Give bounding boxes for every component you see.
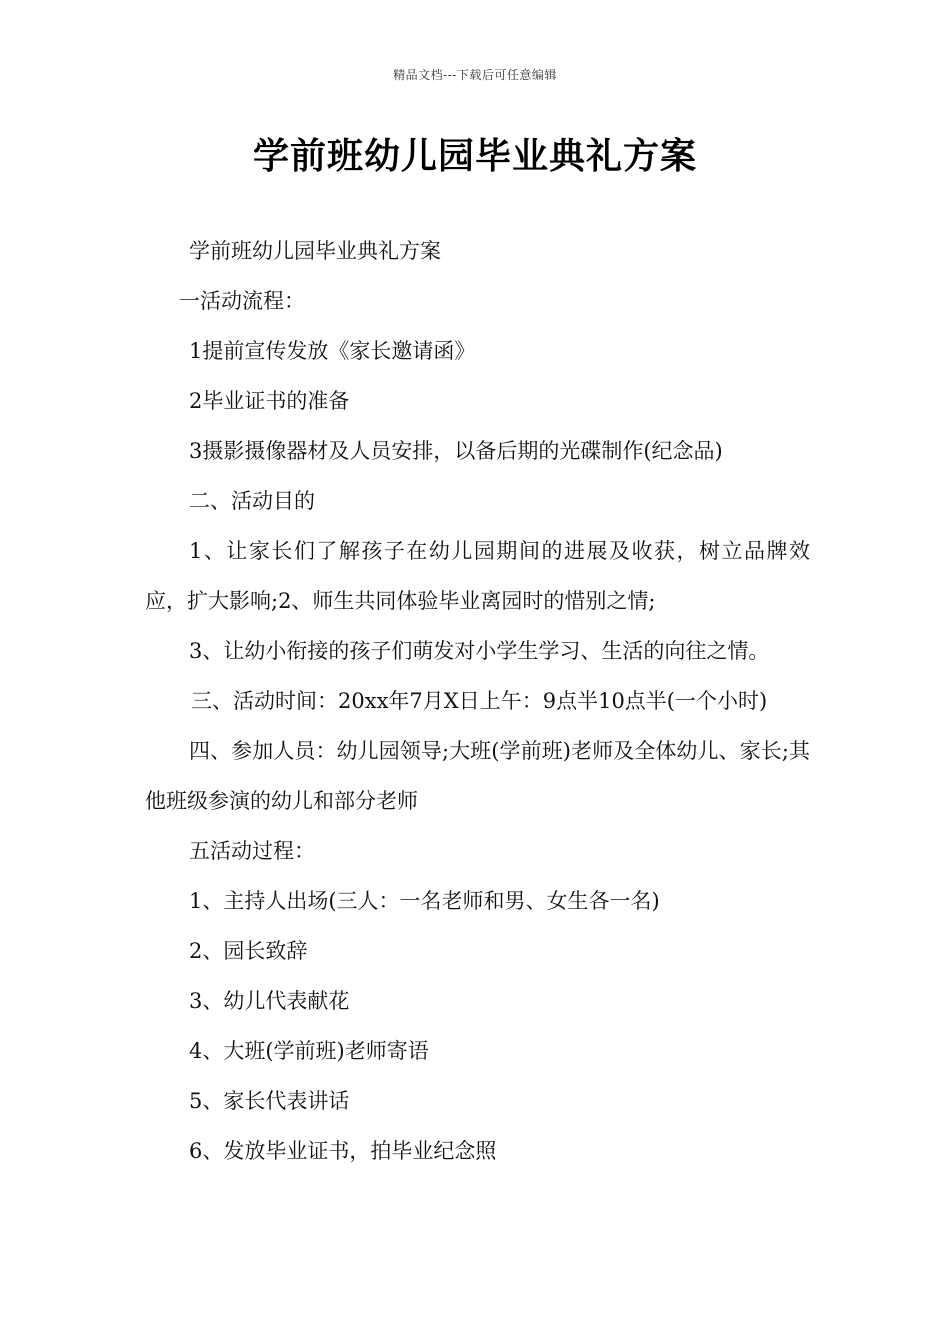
paragraph-subtitle: 学前班幼儿园毕业典礼方案 bbox=[189, 239, 441, 263]
paragraph-item: 3摄影摄像器材及人员安排，以备后期的光碟制作(纪念品) bbox=[189, 439, 723, 463]
paragraph-item: 2、园长致辞 bbox=[189, 939, 308, 963]
paragraph-item: 4、大班(学前班)老师寄语 bbox=[189, 1039, 429, 1063]
paragraph-item: 6、发放毕业证书，拍毕业纪念照 bbox=[189, 1139, 497, 1163]
document-body bbox=[145, 226, 810, 1176]
paragraph-section-4: 四、参加人员：幼儿园领导;大班(学前班)老师及全体幼儿、家长;其他班级参演的幼儿和部分老师 bbox=[145, 739, 810, 813]
paragraph-section-3: 三、活动时间：20xx年7月X日上午：9点半10点半(一个小时) bbox=[191, 689, 768, 713]
paragraph-item: 2毕业证书的准备 bbox=[189, 389, 350, 413]
paragraph-section-5: 五活动过程： bbox=[189, 839, 315, 863]
paragraph-item: 3、让幼小衔接的孩子们萌发对小学生学习、生活的向往之情。 bbox=[189, 639, 770, 663]
paragraph-section-1: 一活动流程： bbox=[179, 289, 305, 313]
paragraph-item: 1提前宣传发放《家长邀请函》 bbox=[189, 339, 476, 363]
paragraph-item: 1、让家长们了解孩子在幼儿园期间的进展及收获，树立品牌效应，扩大影响;2、师生共同体验毕业离园时的惜别之情; bbox=[145, 539, 810, 613]
document-title: 学前班幼儿园毕业典礼方案 bbox=[252, 136, 697, 177]
paragraph-item: 3、幼儿代表献花 bbox=[189, 989, 350, 1013]
paragraph-section-2: 二、活动目的 bbox=[189, 489, 315, 513]
paragraph-item: 1、主持人出场(三人：一名老师和男、女生各一名) bbox=[189, 889, 660, 913]
paragraph-item: 5、家长代表讲话 bbox=[189, 1089, 350, 1113]
header-note: 精品文档---下载后可任意编辑 bbox=[393, 68, 557, 82]
